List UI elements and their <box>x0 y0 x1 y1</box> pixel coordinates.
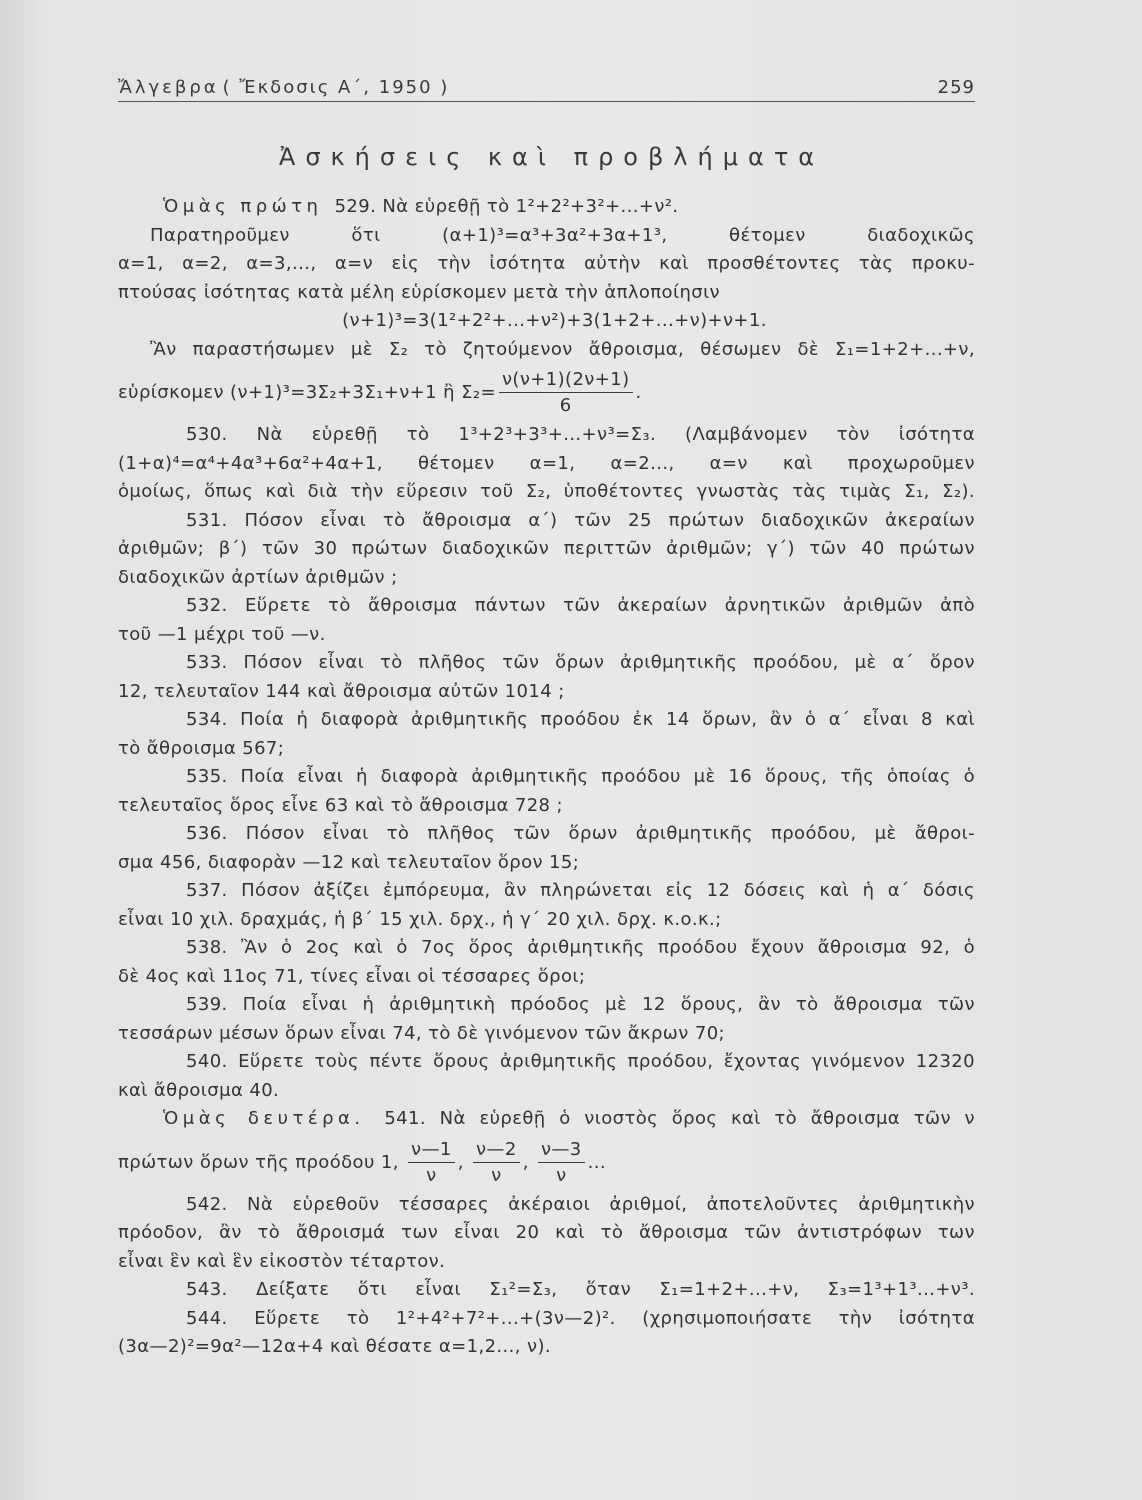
sum-of-squares-fraction <box>499 369 633 417</box>
result-lead: εὑρίσκομεν (ν+1)³=3Σ₂+3Σ₁+ν+1 ἢ Σ₂= <box>118 382 496 403</box>
exercise-540-line-2: καὶ ἄθροισμα 40. <box>118 1079 280 1101</box>
exercise-539-line-2: τεσσάρων μέσων ὅρων εἶναι 74, τὸ δὲ γινόμενον τῶν ἄκρων 70; <box>118 1022 726 1044</box>
exercise-531-line-2: ἀριθμῶν; β΄) τῶν 30 πρώτων διαδοχικῶν περιττῶν ἀριθμῶν; γ΄) τῶν 40 πρώτων <box>118 538 975 559</box>
group-label-second: Ὁμὰς δευτέρα. <box>163 1108 365 1129</box>
fraction-denominator: ν <box>426 1164 437 1186</box>
exercise-529-statement: 529. Νὰ εὑρεθῇ τὸ 1²+2²+3²+...+ν². <box>334 196 679 217</box>
exercise-537-line-1: 537. Πόσον ἀξίζει ἐμπόρευμα, ἂν πληρώνεται εἰς 12 δόσεις καὶ ἡ α΄ δόσις <box>186 880 975 901</box>
solution-529-line-3: πτούσας ἰσότητας κατὰ μέλη εὑρίσκομεν μετὰ τὴν ἁπλοποίησιν <box>118 281 721 303</box>
solution-529-formula: (ν+1)³=3(1²+2²+...+ν²)+3(1+2+...+ν)+ν+1. <box>342 310 767 331</box>
page-number: 259 <box>937 77 975 98</box>
fraction-numerator: ν—1 <box>408 1139 455 1163</box>
solution-529-line-2: α=1, α=2, α=3,..., α=ν εἰς τὴν ἰσότητα αὐτὴν καὶ προσθέτοντες τὰς προκυ- <box>118 253 975 274</box>
series-term-fraction <box>538 1139 585 1187</box>
fraction-numerator: ν—2 <box>473 1139 520 1163</box>
fraction-numerator: ν(ν+1)(2ν+1) <box>499 369 633 393</box>
exercise-544-line-1: 544. Εὕρετε τὸ 1²+4²+7²+...+(3ν—2)². (χρησιμοποιήσατε τὴν ἰσότητα <box>186 1307 975 1329</box>
exercise-538-line-1: 538. Ἂν ὁ 2ος καὶ ὁ 7ος ὅρος ἀριθμητικῆς προόδου ἔχουν ἄθροισμα 92, ὁ <box>186 937 975 958</box>
solution-529-result <box>118 364 975 421</box>
exercise-543-line-1: 543. Δείξατε ὅτι εἶναι Σ₁²=Σ₃, ὅταν Σ₁=1+2+...+ν, Σ₃=1³+1³...+ν³. <box>186 1279 975 1300</box>
exercise-536-line-2: σμα 456, διαφορὰν —12 καὶ τελευταῖον ὅρον 15; <box>118 851 580 873</box>
exercise-530-line-1: 530. Νὰ εὑρεθῇ τὸ 1³+2³+3³+...+ν³=Σ₃. (Λαμβάνομεν τὸν ἰσότητα <box>186 424 975 445</box>
exercise-544-line-2: (3α—2)²=9α²—12α+4 καὶ θέσατε α=1,2..., ν). <box>118 1336 552 1357</box>
exercise-540-line-1: 540. Εὕρετε τοὺς πέντε ὅρους ἀριθμητικῆς προόδου, ἔχοντας γινόμενον 12320 <box>186 1051 975 1072</box>
fraction-numerator: ν—3 <box>538 1139 585 1163</box>
exercise-541-series-line <box>118 1134 975 1191</box>
exercise-533-line-1: 533. Πόσον εἶναι τὸ πλῆθος τῶν ὅρων ἀριθμητικῆς προόδου, μὲ α΄ ὅρον <box>186 652 975 673</box>
exercise-535-line-2: τελευταῖος ὅρος εἶνε 63 καὶ τὸ ἄθροισμα 728 ; <box>118 794 563 816</box>
group-label-first: Ὁμὰς πρώτη <box>163 196 323 217</box>
running-title: Ἄλγεβρα <box>118 77 219 98</box>
exercise-text <box>118 193 975 1362</box>
exercise-529-line <box>118 193 975 222</box>
page-title: Ἀσκήσεις καὶ προβλήματα <box>278 143 825 171</box>
exercise-542-line-3: εἶναι ἓν καὶ ἓν εἰκοστὸν τέταρτον. <box>118 1250 446 1272</box>
exercise-534-line-1: 534. Ποία ἡ διαφορὰ ἀριθμητικῆς προόδου ἐκ 14 ὅρων, ἂν ὁ α΄ εἶναι 8 καὶ <box>186 709 975 730</box>
exercise-533-line-2: 12, τελευταῖον 144 καὶ ἄθροισμα αὐτῶν 1014 ; <box>118 680 565 702</box>
exercise-531-line-1: 531. Πόσον εἶναι τὸ ἄθροισμα α΄) τῶν 25 πρώτων διαδοχικῶν ἀκεραίων <box>186 509 975 531</box>
edition-label: ( Ἔκδοσις Α΄, 1950 ) <box>222 77 450 98</box>
exercise-535-line-1: 535. Ποία εἶναι ἡ διαφορὰ ἀριθμητικῆς προόδου μὲ 16 ὅρους, τῆς ὁποίας ὁ <box>186 766 975 787</box>
exercise-542-line-2: πρόοδον, ἂν τὸ ἄθροισμά των εἶναι 20 καὶ τὸ ἄθροισμα τῶν ἀντιστρόφων των <box>118 1222 975 1243</box>
solution-529-line-4: Ἂν παραστήσωμεν μὲ Σ₂ τὸ ζητούμενον ἄθροισμα, θέσωμεν δὲ Σ₁=1+2+...+ν, <box>150 338 975 360</box>
series-term-fraction <box>473 1139 520 1187</box>
exercise-532-line-1: 532. Εὕρετε τὸ ἄθροισμα πάντων τῶν ἀκεραίων ἀρνητικῶν ἀριθμῶν ἀπὸ <box>186 595 975 616</box>
header-rule <box>118 101 975 102</box>
exercise-542-line-1: 542. Νὰ εὑρεθοῦν τέσσαρες ἀκέραιοι ἀριθμοί, ἀποτελοῦντες ἀριθμητικὴν <box>186 1193 975 1215</box>
series-tail: ... <box>587 1151 607 1173</box>
exercise-538-line-2: δὲ 4ος καὶ 11ος 71, τίνες εἶναι οἱ τέσσαρες ὅροι; <box>118 965 586 987</box>
exercise-541-statement: 541. Νὰ εὑρεθῇ ὁ νιοστὸς ὅρος καὶ τὸ ἄθροισμα τῶν ν <box>384 1108 976 1129</box>
exercise-530-line-3: ὁμοίως, ὅπως καὶ διὰ τὴν εὕρεσιν τοῦ Σ₂, ὑποθέτοντες γνωστὰς τὰς τιμὰς Σ₁, Σ₂). <box>118 481 975 502</box>
exercise-537-line-2: εἶναι 10 χιλ. δραχμάς, ἡ β΄ 15 χιλ. δρχ., ἡ γ΄ 20 χιλ. δρχ. κ.ο.κ.; <box>118 908 722 930</box>
exercise-536-line-1: 536. Πόσον εἶναι τὸ πλῆθος τῶν ὅρων ἀριθμητικῆς προόδου, μὲ ἄθροι- <box>186 823 975 844</box>
result-tail: . <box>635 382 642 403</box>
fraction-denominator: 6 <box>559 395 572 416</box>
exercise-539-line-1: 539. Ποία εἶναι ἡ ἀριθμητικὴ πρόοδος μὲ 12 ὅρους, ἂν τὸ ἄθροισμα τῶν <box>186 994 975 1015</box>
exercise-534-line-2: τὸ ἄθροισμα 567; <box>118 737 285 759</box>
series-term-fraction <box>408 1139 455 1187</box>
exercise-541-line-1 <box>118 1105 975 1134</box>
series-separator: , <box>457 1151 464 1173</box>
exercise-532-line-2: τοῦ —1 μέχρι τοῦ —ν. <box>118 623 326 645</box>
exercise-530-line-2: (1+α)⁴=α⁴+4α³+6α²+4α+1, θέτομεν α=1, α=2..., α=ν καὶ προχωροῦμεν <box>118 452 975 474</box>
fraction-denominator: ν <box>491 1164 502 1186</box>
series-lead: πρώτων ὅρων τῆς προόδου 1, <box>118 1151 399 1173</box>
running-header <box>118 75 975 101</box>
fraction-denominator: ν <box>556 1164 567 1186</box>
series-separator: , <box>522 1151 529 1173</box>
exercise-531-line-3: διαδοχικῶν ἀρτίων ἀριθμῶν ; <box>118 566 398 588</box>
solution-529-line-1: Παρατηροῦμεν ὅτι (α+1)³=α³+3α²+3α+1³, θέτομεν διαδοχικῶς <box>150 224 975 246</box>
